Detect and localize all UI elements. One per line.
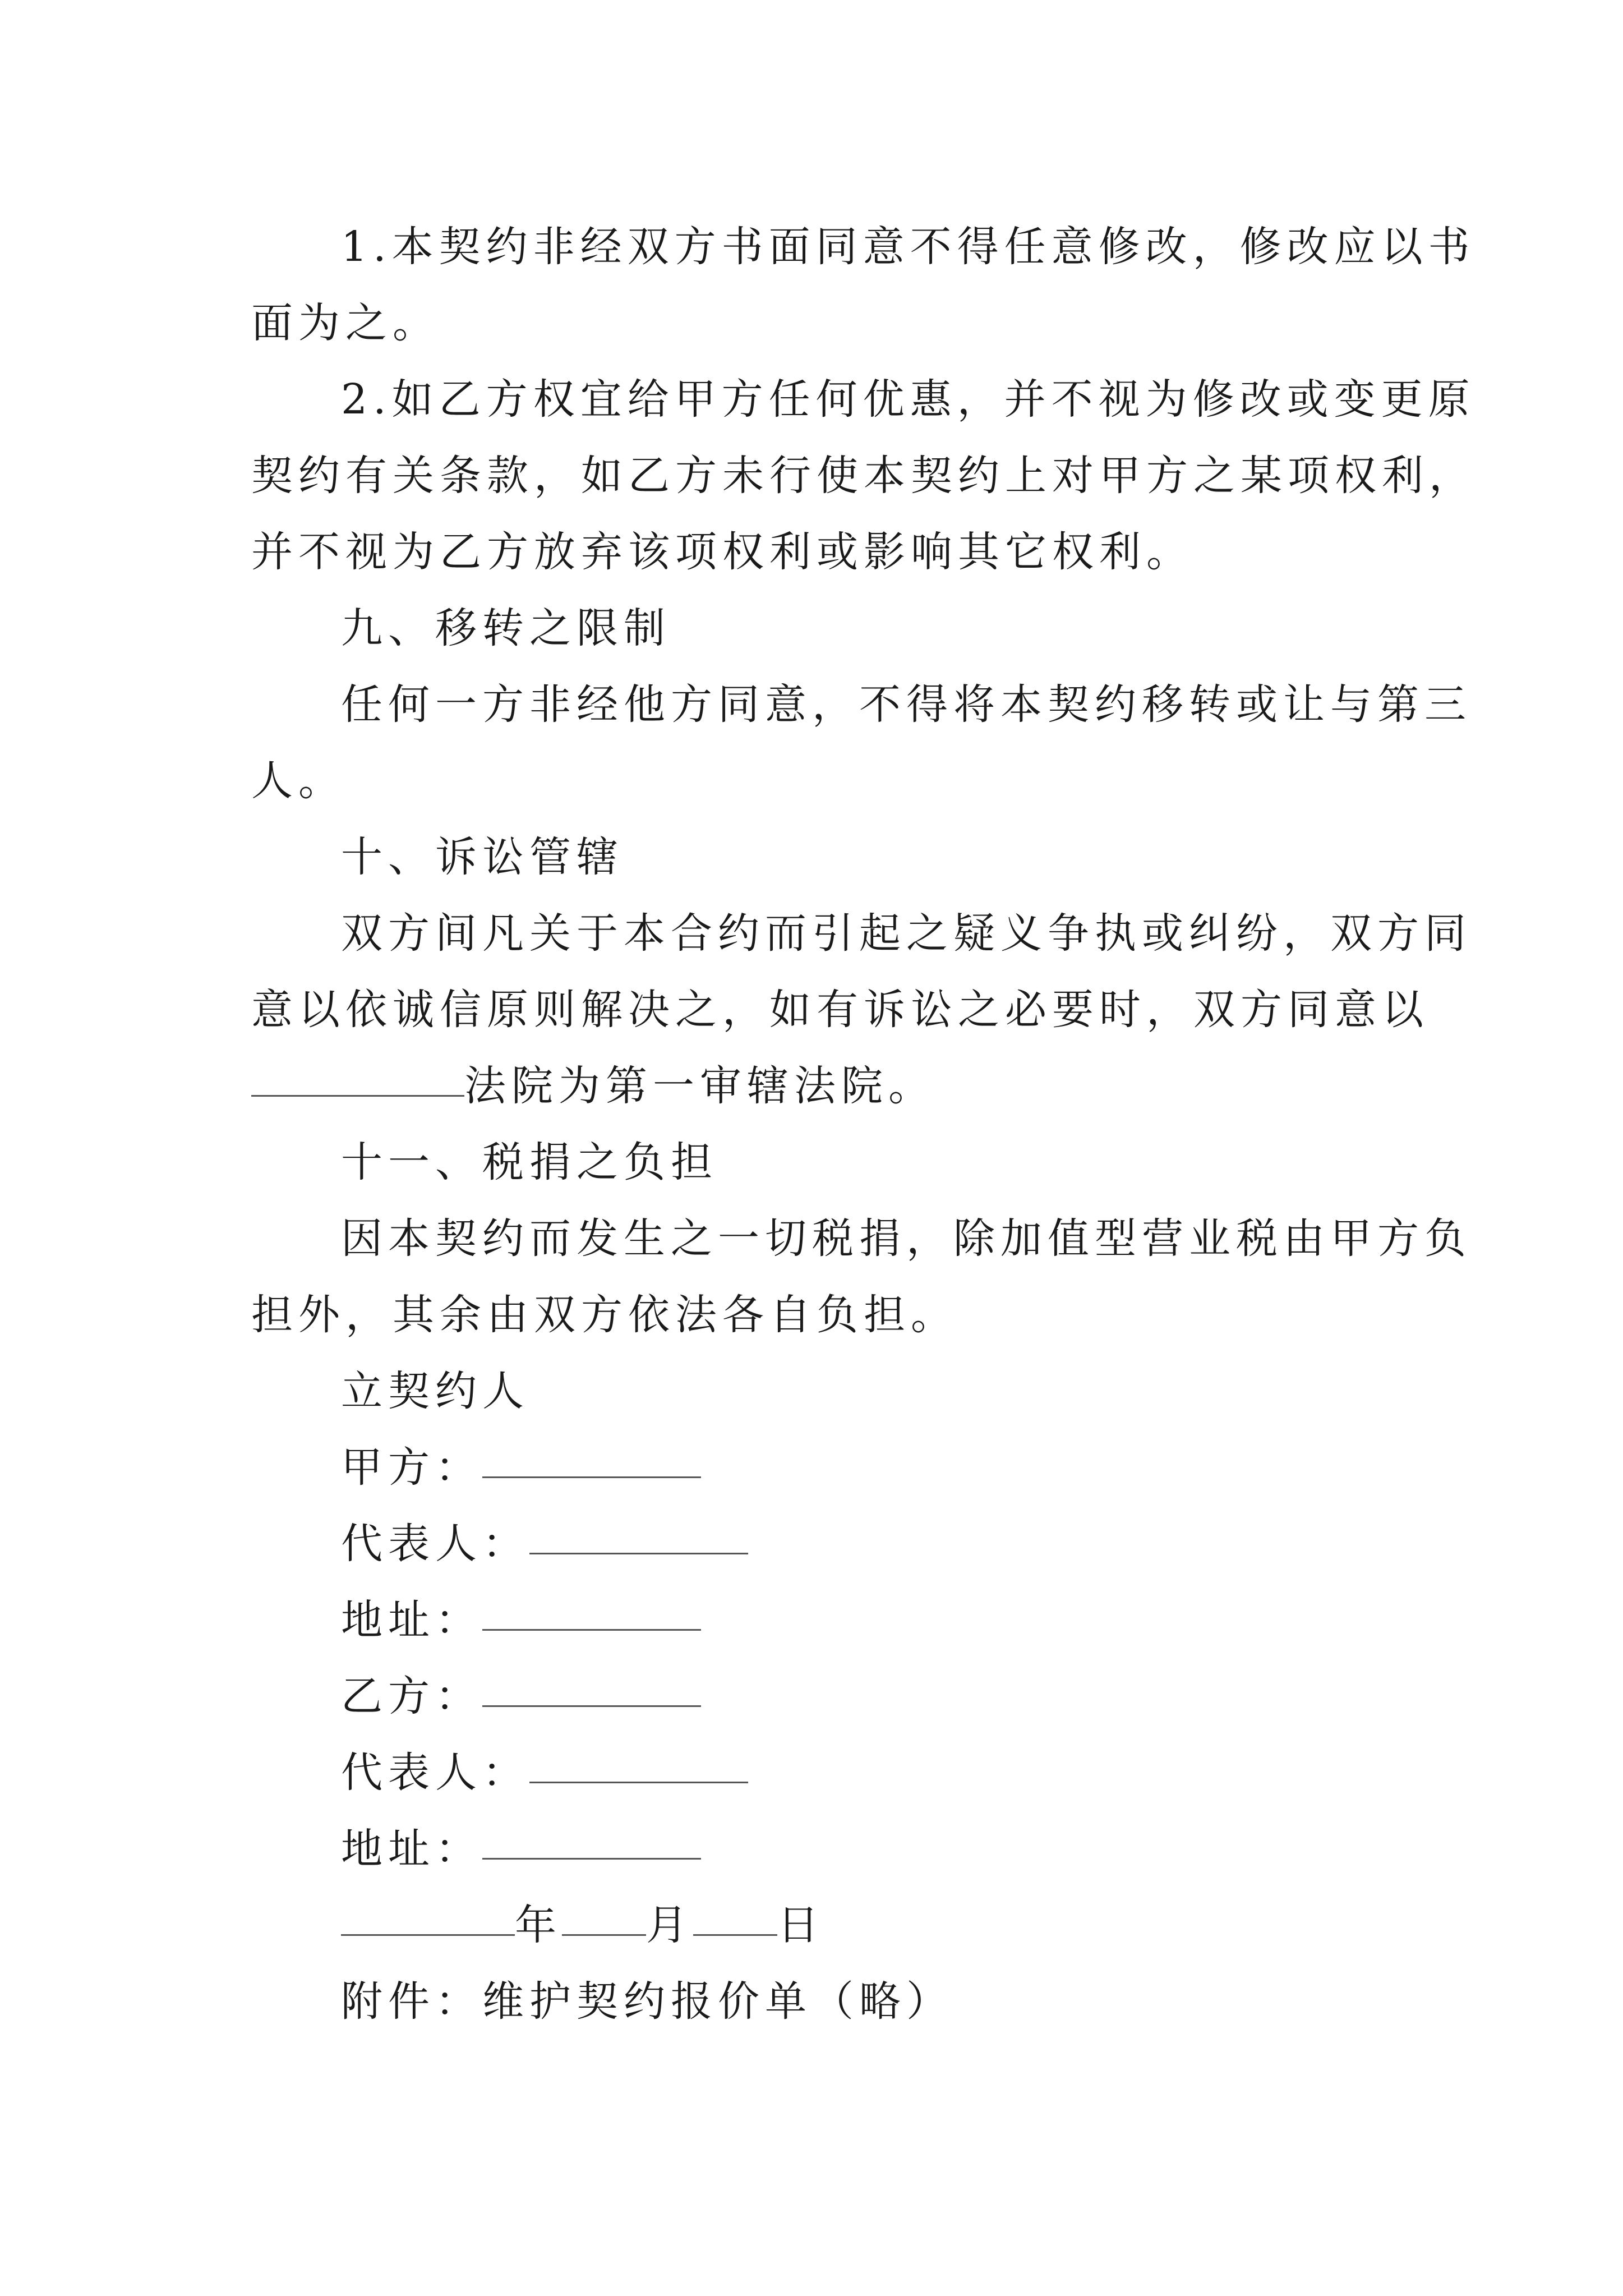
party-a-rep-label: 代表人： [341,1520,529,1568]
party-b-rep-blank [529,1738,748,1783]
signature-title: 立契约人 [341,1367,529,1415]
party-b-address-label: 地址： [341,1825,482,1873]
party-b-rep-label: 代表人： [341,1749,529,1797]
party-b-rep-line [251,1734,1485,1811]
clause-8-item-1-line-1: 1.本契约非经双方书面同意不得任意修改，修改应以书 [341,223,1476,271]
party-a-address-line [251,1582,1485,1658]
clause-8-item-1-line-2: 面为之。 [251,299,440,347]
year-blank [341,1890,515,1936]
clause-10-line-3-suffix: 法院为第一审辖法院。 [464,1062,935,1110]
clause-10-line-3 [251,1048,1395,1124]
attachment-line: 附件：维护契约报价单（略） [341,1977,953,2026]
clause-11-line-1: 因本契约而发生之一切税捐，除加值型营业税由甲方负 [341,1214,1472,1263]
clause-11-heading: 十一、税捐之负担 [341,1138,718,1186]
party-a-blank [482,1433,701,1478]
clause-10-heading: 十、诉讼管辖 [341,833,624,881]
party-b-line [251,1658,1485,1734]
year-label: 年 [515,1901,562,1949]
clause-8-item-2-line-3: 并不视为乙方放弃该项权利或影响其它权利。 [251,528,1193,576]
clause-9-heading: 九、移转之限制 [341,604,671,652]
month-blank [562,1890,646,1936]
party-a-address-blank [482,1585,701,1631]
party-a-line [251,1429,1485,1506]
party-a-rep-blank [529,1509,748,1554]
party-b-address-blank [482,1814,701,1860]
court-blank [251,1051,464,1097]
clause-11-line-2: 担外，其余由双方依法各自负担。 [251,1291,958,1339]
clause-8-item-2-line-1: 2.如乙方权宜给甲方任何优惠，并不视为修改或变更原 [341,375,1476,424]
day-label: 日 [777,1901,824,1949]
party-a-address-label: 地址： [341,1596,482,1644]
day-blank [693,1890,777,1936]
clause-9-line-2: 人。 [251,757,345,805]
clause-9-line-1: 任何一方非经他方同意，不得将本契约移转或让与第三 [341,680,1472,729]
party-b-label: 乙方： [341,1672,482,1720]
clause-10-line-2: 意以依诚信原则解决之，如有诉讼之必要时，双方同意以 [251,986,1429,1034]
party-b-address-line [251,1811,1485,1887]
party-a-label: 甲方： [341,1443,482,1492]
party-a-rep-line [251,1506,1485,1582]
party-b-blank [482,1662,701,1707]
clause-8-item-2-line-2: 契约有关条款，如乙方未行使本契约上对甲方之某项权利， [251,452,1476,500]
month-label: 月 [646,1901,693,1949]
date-line [251,1887,1485,1963]
clause-10-line-1: 双方间凡关于本合约而引起之疑义争执或纠纷，双方同 [341,909,1472,958]
